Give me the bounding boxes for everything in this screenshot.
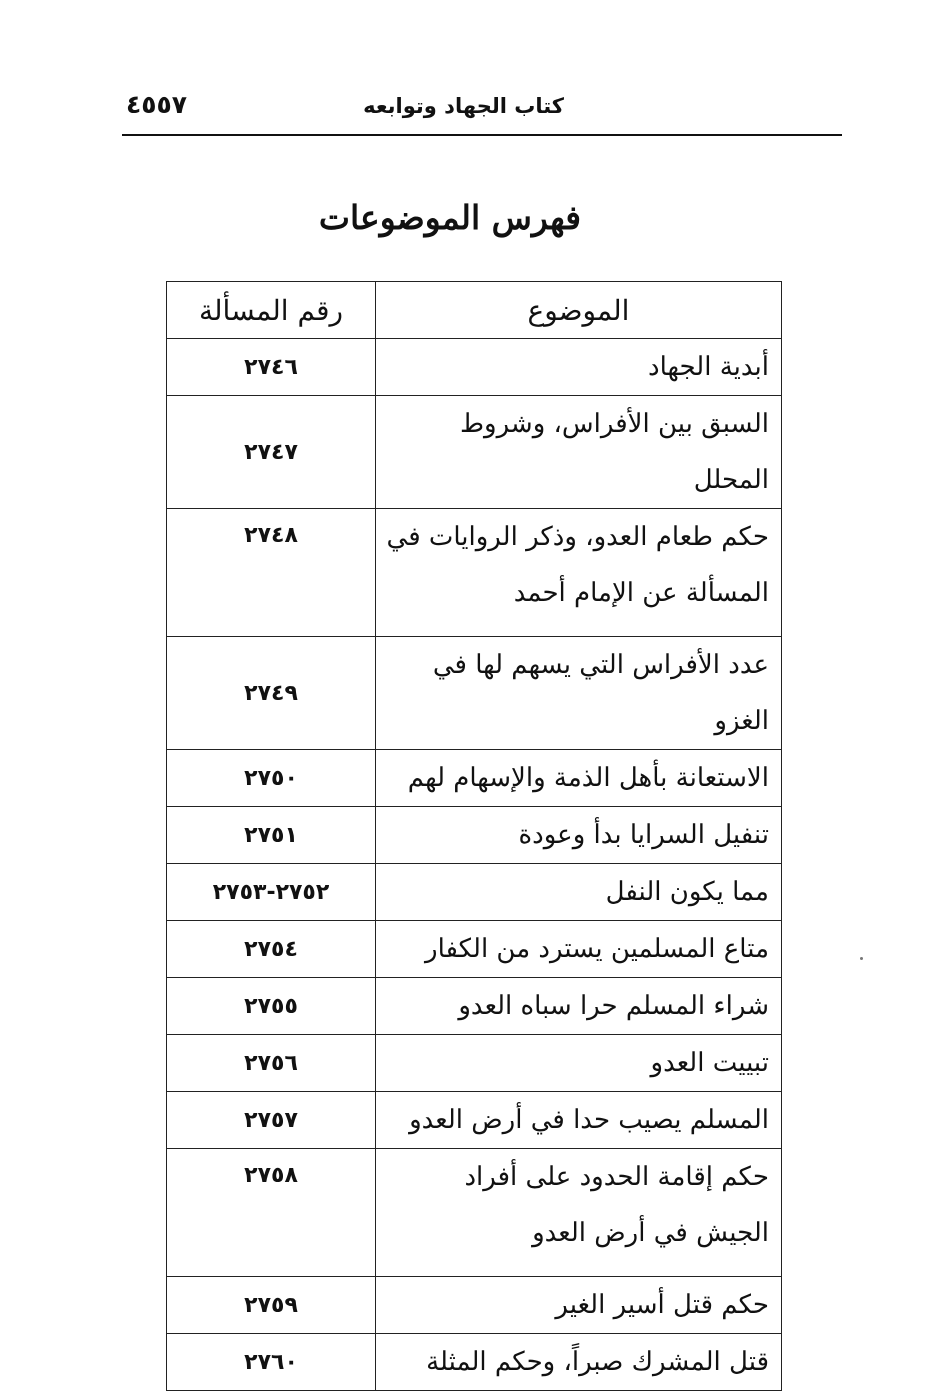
- table-row: [167, 978, 782, 1035]
- topic-cell: مما يكون النفل: [376, 864, 782, 921]
- issue-number-cell: ٢٧٥٠: [167, 750, 376, 807]
- topic-cell: شراء المسلم حرا سباه العدو: [376, 978, 782, 1035]
- table-header-row: [167, 282, 782, 339]
- table-row: [167, 1035, 782, 1092]
- topic-cell: أبدية الجهاد: [376, 339, 782, 396]
- topic-cell: الاستعانة بأهل الذمة والإسهام لهم: [376, 750, 782, 807]
- table-row: [167, 1149, 782, 1277]
- table-row: [167, 807, 782, 864]
- topic-cell: تنفيل السرايا بدأ وعودة: [376, 807, 782, 864]
- topic-cell: المسلم يصيب حدا في أرض العدو: [376, 1092, 782, 1149]
- topic-cell: السبق بين الأفراس، وشروط المحلل: [376, 396, 782, 509]
- topic-cell: حكم طعام العدو، وذكر الروايات في المسألة عن الإمام أحمد: [376, 509, 782, 637]
- topic-cell: تبييت العدو: [376, 1035, 782, 1092]
- issue-number-cell: ٢٧٥٥: [167, 978, 376, 1035]
- page-number: ٤٥٥٧: [126, 90, 188, 119]
- issue-number-cell: ٢٧٤٨: [167, 509, 376, 637]
- topic-column-header: الموضوع: [376, 282, 782, 339]
- topic-cell: متاع المسلمين يسترد من الكفار: [376, 921, 782, 978]
- issue-number-cell: ٢٧٦٠: [167, 1334, 376, 1391]
- table-row: [167, 1334, 782, 1391]
- issue-number-cell: ٢٧٥٦: [167, 1035, 376, 1092]
- issue-number-cell: ٢٧٥٤: [167, 921, 376, 978]
- topic-cell: حكم قتل أسير الغير: [376, 1277, 782, 1334]
- table-row: [167, 864, 782, 921]
- issue-number-cell: ٢٧٥٨: [167, 1149, 376, 1277]
- topic-cell: عدد الأفراس التي يسهم لها في الغزو: [376, 637, 782, 750]
- issue-number-cell: ٢٧٥١: [167, 807, 376, 864]
- table-row: [167, 1277, 782, 1334]
- topic-cell: قتل المشرك صبراً، وحكم المثلة: [376, 1334, 782, 1391]
- issue-number-cell: ٢٧٥٢-٢٧٥٣: [167, 864, 376, 921]
- table-row: [167, 921, 782, 978]
- issue-number-cell: ٢٧٤٦: [167, 339, 376, 396]
- table-row: [167, 637, 782, 750]
- topic-cell: حكم إقامة الحدود على أفراد الجيش في أرض العدو: [376, 1149, 782, 1277]
- topics-index-table: [166, 281, 782, 1391]
- table-row: [167, 396, 782, 509]
- table-row: [167, 1092, 782, 1149]
- issue-number-cell: ٢٧٤٧: [167, 396, 376, 509]
- page-header: [122, 82, 842, 136]
- table-row: [167, 509, 782, 637]
- issue-number-cell: ٢٧٥٧: [167, 1092, 376, 1149]
- issue-number-cell: ٢٧٤٩: [167, 637, 376, 750]
- table-row: [167, 750, 782, 807]
- issue-number-column-header: رقم المسألة: [167, 282, 376, 339]
- scan-speck: [860, 957, 863, 960]
- book-title: كتاب الجهاد وتوابعه: [363, 94, 564, 118]
- issue-number-cell: ٢٧٥٩: [167, 1277, 376, 1334]
- index-title: فهرس الموضوعات: [318, 198, 582, 237]
- table-row: [167, 339, 782, 396]
